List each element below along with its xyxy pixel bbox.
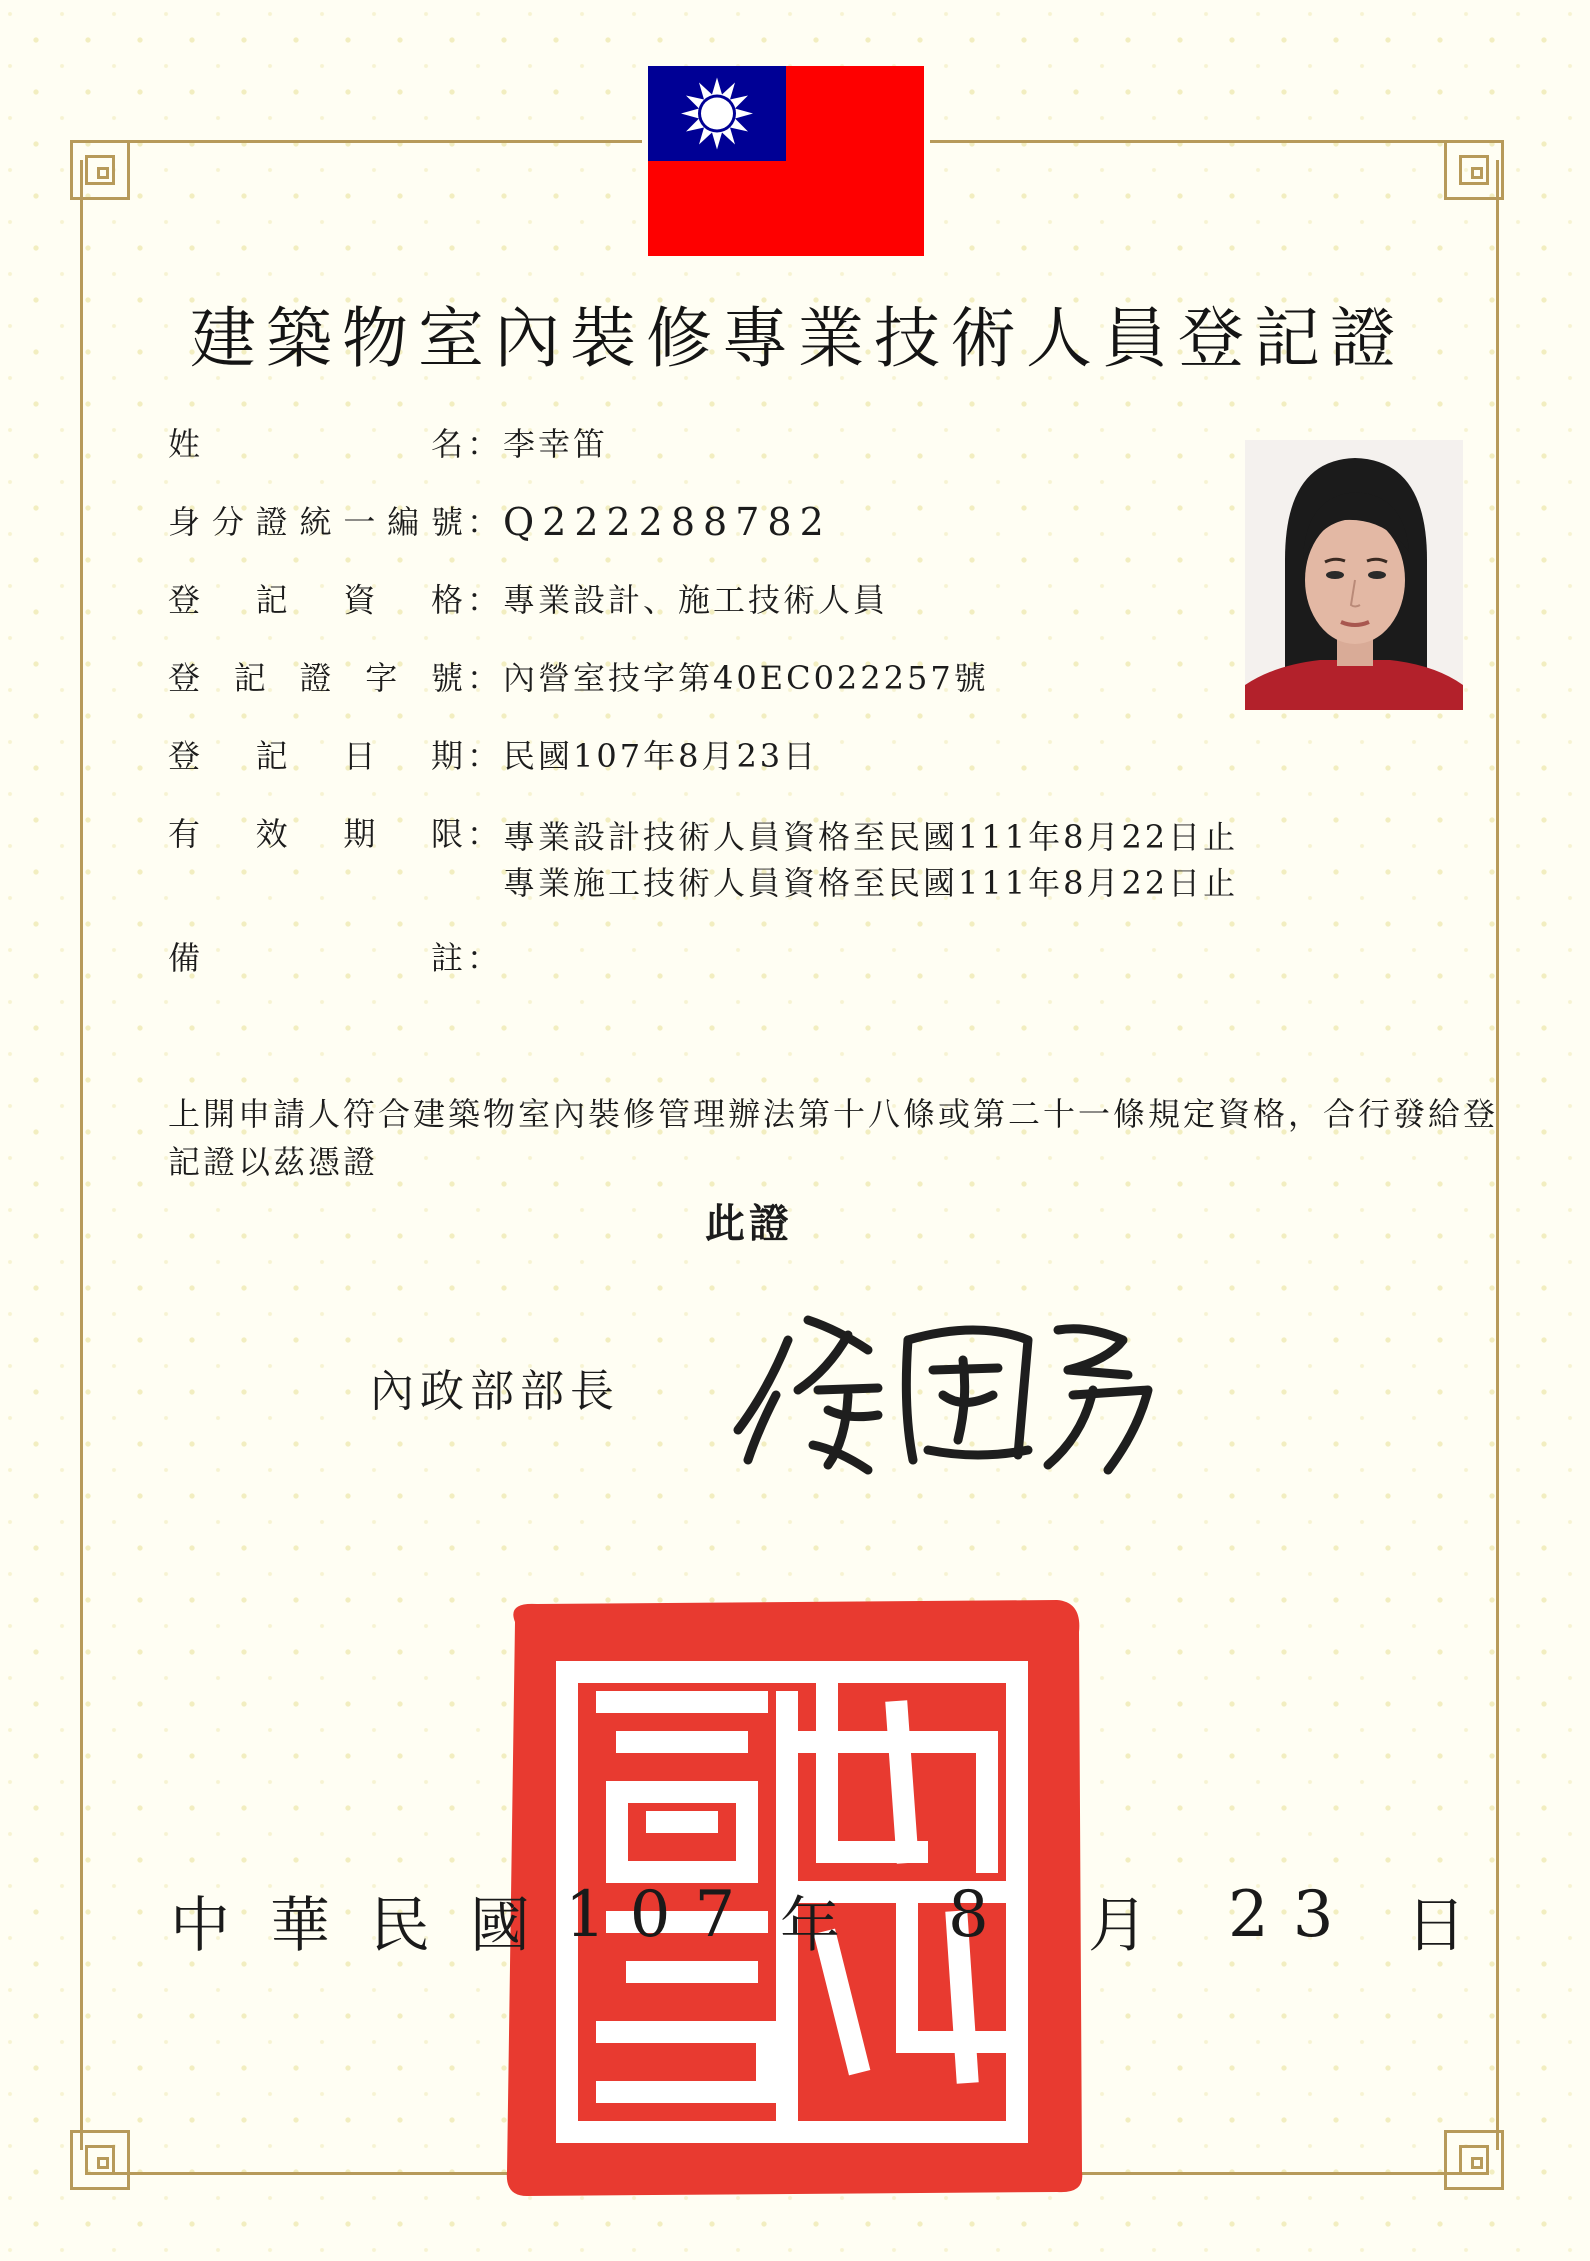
- field-registration-date: [168, 736, 818, 776]
- validity-line-construction: 專業施工技術人員資格至民國111年8月22日止: [503, 864, 1239, 902]
- field-label: 登記日期: [168, 737, 463, 775]
- colon: ：: [466, 737, 499, 775]
- holder-photo: [1245, 440, 1463, 710]
- issue-date-year: 107: [565, 1878, 760, 1952]
- corner-ornament-tl: [70, 140, 130, 200]
- field-id-number: [168, 502, 832, 542]
- colon: ：: [466, 815, 499, 853]
- field-value: 李幸笛: [503, 425, 609, 463]
- field-value: 專業設計、施工技術人員: [503, 581, 889, 619]
- issue-date: [170, 1878, 1466, 1961]
- issue-date-year-unit: 年: [780, 1891, 840, 1961]
- issue-date-month-unit: 月: [1088, 1891, 1148, 1961]
- minister-signature: [728, 1300, 1168, 1480]
- minister-title: 內政部部長: [370, 1366, 620, 1417]
- field-label: 身分證統一編號: [168, 503, 463, 541]
- issue-date-day: 23: [1228, 1878, 1358, 1952]
- field-value: 內營室技字第40EC022257號: [503, 659, 989, 697]
- frame-top-left: [96, 140, 642, 143]
- field-certificate-number: [168, 658, 989, 698]
- corner-ornament-br: [1444, 2130, 1504, 2190]
- issue-date-era: 中華民國: [170, 1891, 570, 1961]
- field-name: [168, 424, 608, 464]
- national-flag-icon: [648, 66, 924, 256]
- field-value: [503, 814, 1238, 906]
- colon: ：: [466, 503, 499, 541]
- field-qualification: [168, 580, 888, 620]
- issue-date-day-unit: 日: [1406, 1891, 1466, 1961]
- field-value: Q222288782: [503, 500, 832, 544]
- corner-ornament-tr: [1444, 140, 1504, 200]
- field-label: 備註: [168, 939, 463, 977]
- field-label: 登記證字號: [168, 659, 463, 697]
- colon: ：: [466, 939, 499, 977]
- frame-top-right: [930, 140, 1450, 143]
- field-label: 登記資格: [168, 581, 463, 619]
- frame-left: [80, 160, 83, 2150]
- colon: ：: [466, 581, 499, 619]
- certification-statement: 上開申請人符合建築物室內裝修管理辦法第十八條或第二十一條規定資格，合行發給登記證以茲憑證: [168, 1095, 1499, 1181]
- colon: ：: [466, 425, 499, 463]
- closing-text: 此證: [705, 1200, 793, 1247]
- field-remarks: [168, 938, 503, 978]
- certificate-title: 建築物室內裝修專業技術人員登記證: [190, 300, 1406, 377]
- validity-line-design: 專業設計技術人員資格至民國111年8月22日止: [503, 818, 1239, 856]
- field-label: 姓名: [168, 425, 463, 463]
- field-label: 有效期限: [168, 815, 463, 853]
- corner-ornament-bl: [70, 2130, 130, 2190]
- field-validity: [168, 814, 1238, 906]
- issue-date-month: 8: [948, 1878, 1013, 1952]
- field-value: 民國107年8月23日: [503, 737, 819, 775]
- colon: ：: [466, 659, 499, 697]
